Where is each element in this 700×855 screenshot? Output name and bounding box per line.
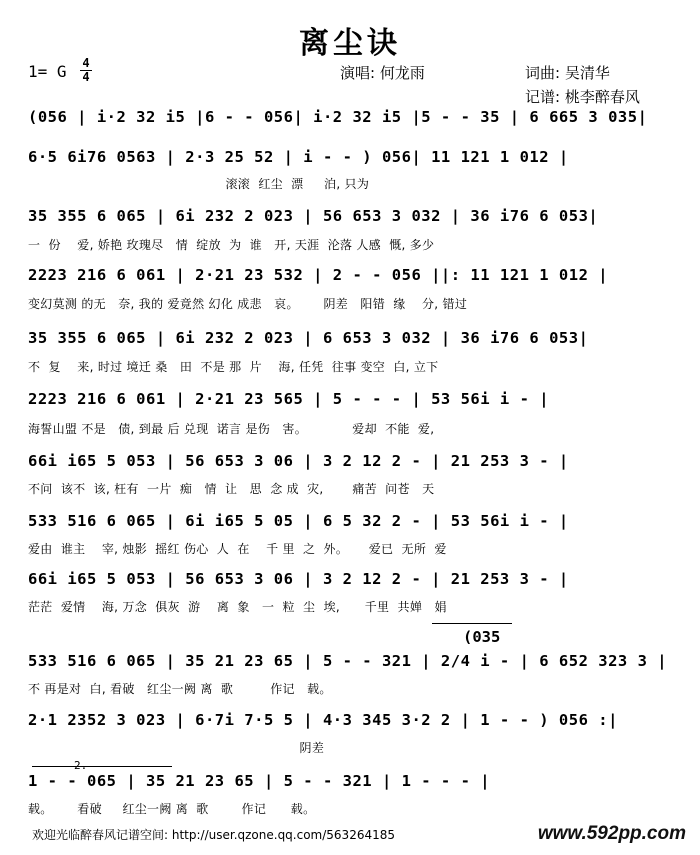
notation-row: 6·5 6i76 0563 | 2·3 25 52 | i - - ) 056| 11 121 1 012 |	[28, 148, 569, 166]
site-watermark: www.592pp.com	[537, 823, 686, 844]
notation-row: 533 516 6 065 | 6i i65 5 05 | 6 5 32 2 - | 53 56i i - |	[28, 512, 569, 530]
lyric-row: 海誓山盟 不是 债, 到最 后 兑现 诺言 是伤 害。 爱却 不能 爱,	[28, 422, 435, 436]
lyricist-credit: 词曲: 吴清华	[525, 64, 610, 82]
key-signature: 1= G	[28, 62, 67, 81]
notation-row: 2223 216 6 061 | 2·21 23 565 | 5 - - - | 53 56i i - |	[28, 390, 550, 408]
time-signature	[80, 58, 92, 83]
lyric-row: 变幻莫测 的无 奈, 我的 爱竟然 幻化 成悲 哀。 阴差 阳错 缘 分, 错过	[28, 297, 468, 311]
lyric-row: 一 份 爱, 娇艳 玫瑰尽 情 绽放 为 谁 开, 天涯 沦落 人感 慨, 多少	[28, 238, 435, 252]
notation-row: 2·1 2352 3 023 | 6·7i 7·5 5 | 4·3 345 3·2 2 | 1 - - ) 056 :|	[28, 711, 618, 729]
volta-bracket-line	[432, 623, 512, 624]
second-ending-line	[32, 766, 172, 767]
notation-row: 66i i65 5 053 | 56 653 3 06 | 3 2 12 2 - | 21 253 3 - |	[28, 570, 569, 588]
lyric-row: 阴差	[28, 741, 325, 755]
notation-row: 66i i65 5 053 | 56 653 3 06 | 3 2 12 2 - | 21 253 3 - |	[28, 452, 569, 470]
lyric-row: 载。 看破 红尘一阙 离 歌 作记 载。	[28, 802, 316, 816]
time-signature-top: 4	[82, 56, 90, 70]
lyric-row: 不 再是对 白, 看破 红尘一阙 离 歌 作记 载。	[28, 682, 332, 696]
notation-row: 35 355 6 065 | 6i 232 2 023 | 56 653 3 032 | 36 i76 6 053|	[28, 207, 599, 225]
lyric-row: 茫茫 爱情 海, 万念 俱灰 游 离 象 一 粒 尘 埃, 千里 共婵 娟	[28, 600, 447, 614]
second-ending-label: 2.	[74, 759, 88, 772]
time-signature-bottom: 4	[82, 70, 90, 84]
notation-row: 1 - - 065 | 35 21 23 65 | 5 - - 321 | 1 - - - |	[28, 772, 491, 790]
notation-credit: 记谱: 桃李醉春风	[525, 88, 640, 106]
lyric-row: 不问 该不 该, 枉有 一片 痴 情 让 思 念 成 灾, 痛苦 问苍 天	[28, 482, 435, 496]
footer-text: 欢迎光临醉春风记谱空间: http://user.qzone.qq.com/563264185	[32, 828, 396, 842]
notation-row: 35 355 6 065 | 6i 232 2 023 | 6 653 3 032 | 36 i76 6 053|	[28, 329, 589, 347]
lyric-row: 爱由 谁主 宰, 烛影 摇红 伤心 人 在 千 里 之 外。 爱已 无所 爱	[28, 542, 447, 556]
singer-credit: 演唱: 何龙雨	[340, 64, 425, 82]
notation-row: 533 516 6 065 | 35 21 23 65 | 5 - - 321 | 2/4 i - | 6 652 323 3 |	[28, 652, 668, 670]
intro-bracket: (035	[463, 628, 501, 646]
lyric-row: 滚滚 红尘 漂 泊, 只为	[28, 177, 370, 191]
notation-row: (056 | i·2 32 i5 |6 - - 056| i·2 32 i5 |5 - - 35 | 6 665 3 035|	[28, 108, 648, 126]
song-title: 离尘诀	[299, 26, 401, 61]
lyric-row: 不 复 来, 时过 境迁 桑 田 不是 那 片 海, 任凭 往事 变空 白, 立下	[28, 360, 439, 374]
notation-row: 2223 216 6 061 | 2·21 23 532 | 2 - - 056 ||: 11 121 1 012 |	[28, 266, 609, 284]
